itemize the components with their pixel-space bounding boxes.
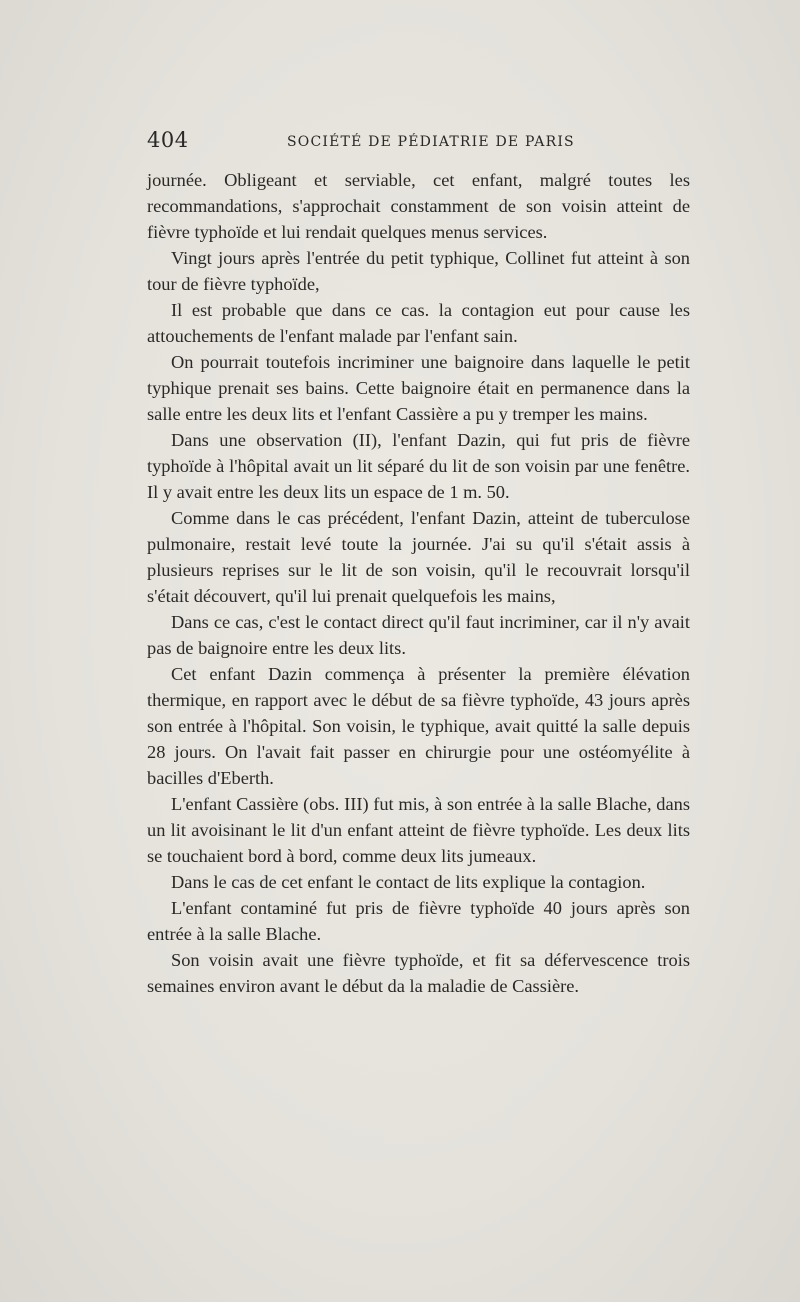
paragraph: Dans ce cas, c'est le contact direct qu'il faut incriminer, car il n'y avait pas de baignoire entre les deux lits. [147,612,690,658]
paragraph: Dans le cas de cet enfant le contact de lits explique la contagion. [171,872,646,892]
paragraph: Comme dans le cas précédent, l'enfant Dazin, atteint de tuberculose pulmonaire, restait levé toute la journée. J'ai su qu'il s'était assis à plusieurs reprises sur le lit de son voisin, qu'il le recouvrait lorsqu'il s'était découvert, qu'il lui prenait quelquefois les mains, [147,508,690,606]
paragraph: L'enfant Cassière (obs. III) fut mis, à son entrée à la salle Blache, dans un lit avoisinant le lit d'un enfant atteint de fièvre typhoïde. Les deux lits se touchaient bord à bord, comme deux lits jumeaux. [147,794,690,866]
paragraph: journée. Obligeant et serviable, cet enfant, malgré toutes les recommandations, s'approchait constamment de son voisin atteint de fièvre typhoïde et lui rendait quelques menus services. [147,170,690,242]
paragraph: Il est probable que dans ce cas. la contagion eut pour cause les attouchements de l'enfant malade par l'enfant sain. [147,300,690,346]
paragraph: L'enfant contaminé fut pris de fièvre typhoïde 40 jours après son entrée à la salle Blache. [147,898,690,944]
paragraph: Vingt jours après l'entrée du petit typhique, Collinet fut atteint à son tour de fièvre typhoïde, [147,248,690,294]
paragraph: Cet enfant Dazin commença à présenter la première élévation thermique, en rapport avec le début de sa fièvre typhoïde, 43 jours après son entrée à l'hôpital. Son voisin, le typhique, avait quitté la salle depuis 28 jours. On l'avait fait passer en chirurgie pour une ostéomyélite à bacilles d'Eberth. [147,664,690,788]
page-header [147,128,707,158]
paragraph: On pourrait toutefois incriminer une baignoire dans laquelle le petit typhique prenait ses bains. Cette baignoire était en permanence dans la salle entre les deux lits et l'enfant Cassière a pu y tremper les mains. [147,352,690,424]
running-title: SOCIÉTÉ DE PÉDIATRIE DE PARIS [287,134,575,150]
page-number: 404 [147,128,189,152]
paragraph: Son voisin avait une fièvre typhoïde, et fit sa défervescence trois semaines environ avant le début da la maladie de Cassière. [147,950,690,996]
body-text [147,167,690,999]
paragraph: Dans une observation (II), l'enfant Dazin, qui fut pris de fièvre typhoïde à l'hôpital avait un lit séparé du lit de son voisin par une fenêtre. Il y avait entre les deux lits un espace de 1 m. 50. [147,430,690,502]
